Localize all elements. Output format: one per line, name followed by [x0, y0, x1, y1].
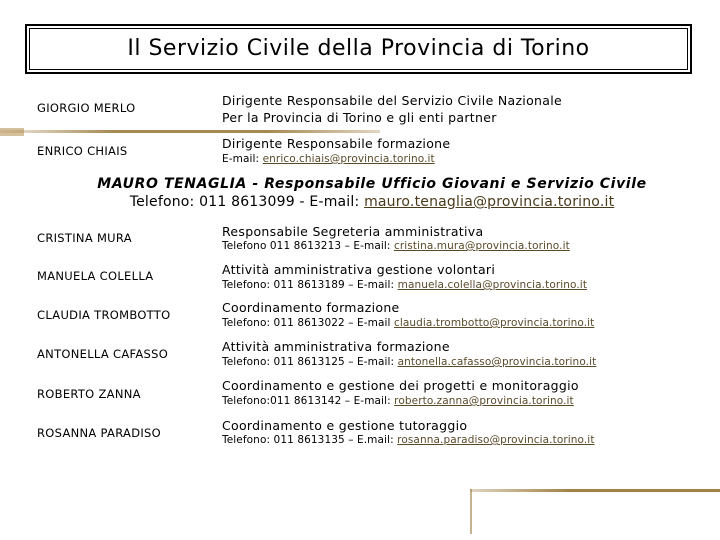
contact-label: Telefono: 011 8613125 – E-mail:	[222, 356, 398, 368]
email-link[interactable]: enrico.chiais@provincia.torino.it	[262, 153, 435, 165]
staff-name: ENRICO CHIAIS	[37, 144, 128, 158]
decorative-rule-bottom	[470, 489, 720, 492]
staff-contact	[222, 356, 596, 368]
staff-role: Coordinamento e gestione dei progetti e monitoraggio	[222, 378, 579, 393]
email-link[interactable]: cristina.mura@provincia.torino.it	[393, 240, 570, 252]
staff-contact	[222, 317, 594, 329]
contact-label: Telefono: 011 8613189 – E-mail:	[222, 279, 398, 291]
staff-contact	[222, 395, 574, 407]
staff-role: Attività amministrativa gestione volontari	[222, 262, 496, 277]
email-link[interactable]: manuela.colella@provincia.torino.it	[397, 279, 588, 291]
staff-role: Coordinamento formazione	[222, 300, 400, 315]
page-title: Il Servizio Civile della Provincia di Torino	[127, 36, 590, 61]
contact-label: Telefono:011 8613142 – E-mail:	[222, 395, 395, 407]
email-link[interactable]: mauro.tenaglia@provincia.torino.it	[364, 194, 615, 210]
title-box	[25, 24, 692, 74]
staff-table	[30, 86, 714, 460]
staff-name: ROSANNA PARADISO	[37, 426, 162, 440]
staff-name: CRISTINA MURA	[37, 231, 132, 245]
staff-role: Attività amministrativa formazione	[222, 339, 450, 354]
contact-label: Telefono: 011 8613135 – E.mail:	[222, 434, 398, 446]
head-office-contact	[30, 194, 714, 210]
email-link[interactable]: claudia.trombotto@provincia.torino.it	[393, 317, 595, 329]
staff-name: GIORGIO MERLO	[37, 101, 136, 115]
contact-label: Telefono: 011 8613099 - E-mail:	[129, 194, 365, 210]
contact-label: E-mail:	[222, 153, 263, 165]
head-office-block	[30, 176, 714, 210]
decorative-rule-vertical	[470, 489, 472, 534]
staff-name: ROBERTO ZANNA	[37, 387, 141, 401]
staff-role-detail: Per la Provincia di Torino e gli enti partner	[222, 110, 497, 125]
contact-label: Telefono 011 8613213 – E-mail:	[222, 240, 394, 252]
staff-contact	[222, 279, 587, 291]
email-link[interactable]: roberto.zanna@provincia.torino.it	[394, 395, 574, 407]
staff-role: Dirigente Responsabile formazione	[222, 136, 451, 151]
staff-role: Dirigente Responsabile del Servizio Civile Nazionale	[222, 93, 562, 108]
staff-role: Responsabile Segreteria amministrativa	[222, 224, 484, 239]
staff-contact	[222, 153, 435, 165]
staff-name: MANUELA COLELLA	[37, 269, 154, 283]
head-office-title: MAURO TENAGLIA - Responsabile Ufficio Giovani e Servizio Civile	[97, 176, 647, 192]
staff-name: CLAUDIA TROMBOTTO	[37, 308, 171, 322]
staff-contact	[222, 240, 570, 252]
email-link[interactable]: antonella.cafasso@provincia.torino.it	[397, 356, 597, 368]
email-link[interactable]: rosanna.paradiso@provincia.torino.it	[397, 434, 595, 446]
staff-role: Coordinamento e gestione tutoraggio	[222, 418, 468, 433]
contact-label: Telefono: 011 8613022 – E-mail	[222, 317, 394, 329]
staff-name: ANTONELLA CAFASSO	[37, 347, 169, 361]
staff-contact	[222, 434, 595, 446]
